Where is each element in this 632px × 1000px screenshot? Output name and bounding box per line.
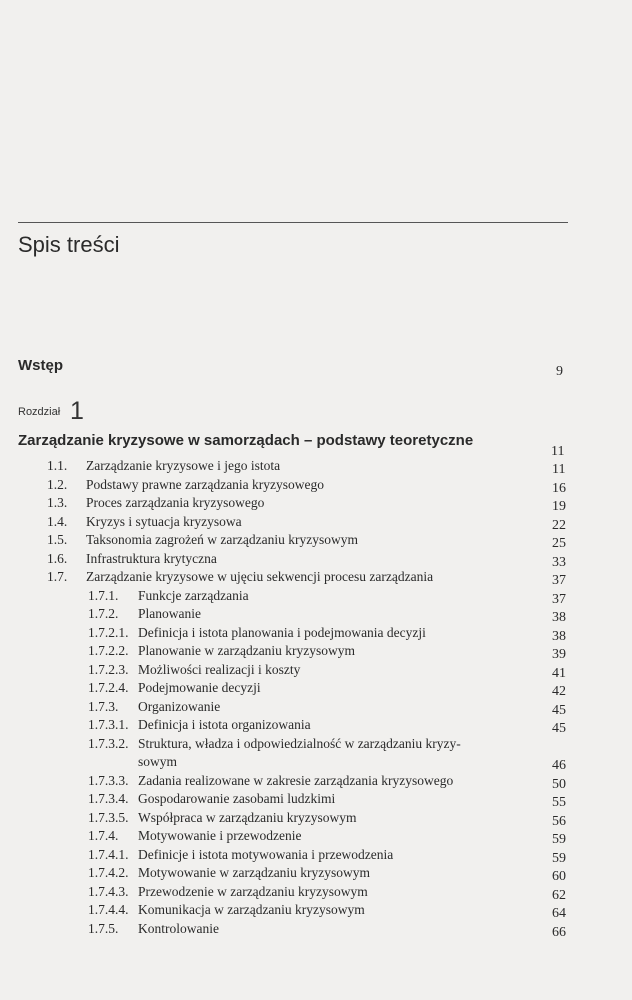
toc-entry-title: Możliwości realizacji i koszty <box>138 661 301 677</box>
toc-entry-page-number: 59 <box>552 832 566 847</box>
toc-entry-number: 1.3. <box>47 495 68 510</box>
toc-entry-number: 1.7.2. <box>88 606 119 621</box>
toc-entry-title: Definicje i istota motywowania i przewodzenia <box>138 846 394 862</box>
toc-entry-title-continued: sowym <box>138 754 178 769</box>
toc-entry-number: 1.7.4.1. <box>88 846 129 862</box>
toc-entry-page-number: 46 <box>552 758 566 773</box>
toc-entry-number: 1.7.3.4. <box>88 791 129 806</box>
toc-entry-page-number: 60 <box>552 869 566 884</box>
toc-entry-title: Kryzys i sytuacja kryzysowa <box>86 513 242 529</box>
toc-entry-page-number: 64 <box>552 906 566 921</box>
toc-entry-number: 1.7.3.5. <box>88 809 129 825</box>
toc-entry-title: Współpraca w zarządzaniu kryzysowym <box>138 809 357 825</box>
toc-entry-page-number: 38 <box>552 628 566 644</box>
toc-entry-title: Przewodzenie w zarządzaniu kryzysowym <box>138 883 368 899</box>
intro-label: Wstęp <box>18 357 63 374</box>
toc-entry-page-number: 45 <box>552 721 566 736</box>
toc-entry-page-number: 42 <box>552 684 566 699</box>
chapter-number: 1 <box>70 397 84 425</box>
toc-entry-page-number: 50 <box>552 776 566 792</box>
toc-entry-title: Struktura, władza i odpowiedzialność w zarządzaniu kryzy- <box>138 735 461 751</box>
toc-entry-page-number: 62 <box>552 887 566 903</box>
toc-entry-title: Definicja i istota organizowania <box>138 717 311 732</box>
toc-entry-page-number: 11 <box>552 462 566 477</box>
toc-entry-number: 1.6. <box>47 550 68 566</box>
toc-entry-page-number: 59 <box>552 850 566 866</box>
toc-entry-number: 1.7.2.4. <box>88 680 129 695</box>
toc-entry-page-number: 38 <box>552 610 566 625</box>
toc-entry-title: Komunikacja w zarządzaniu kryzysowym <box>138 902 365 917</box>
toc-entry-title: Organizowanie <box>138 698 221 714</box>
toc-entry-page-number: 22 <box>552 517 566 533</box>
toc-entry-title: Podejmowanie decyzji <box>138 680 261 695</box>
toc-entry-number: 1.7.3.1. <box>88 717 129 732</box>
toc-entry-number: 1.7.2.3. <box>88 661 129 677</box>
toc-entry-number: 1.7.4. <box>88 828 119 843</box>
toc-entry-page-number: 37 <box>552 591 566 607</box>
toc-entry-number: 1.7.2.2. <box>88 643 129 658</box>
toc-entry-title: Infrastruktura krytyczna <box>86 550 217 566</box>
toc-entry-page-number: 19 <box>552 499 566 514</box>
toc-entry-page-number: 45 <box>552 702 566 718</box>
toc-entry-page-number: 39 <box>552 647 566 662</box>
intro-page-number: 9 <box>556 364 563 379</box>
toc-entry-number: 1.7.4.2. <box>88 865 129 880</box>
toc-entry-number: 1.7.4.3. <box>88 883 129 899</box>
toc-entry-number: 1.7.1. <box>88 587 119 603</box>
toc-entry-title: Podstawy prawne zarządzania kryzysowego <box>86 476 325 492</box>
toc-entry-page-number: 33 <box>552 554 566 570</box>
toc-entry-number: 1.2. <box>47 476 68 492</box>
toc-entry-number: 1.7. <box>47 569 68 584</box>
toc-entry-number: 1.1. <box>47 458 68 473</box>
toc-entry-page-number: 66 <box>552 924 566 940</box>
toc-entry-page-number: 56 <box>552 813 566 829</box>
toc-entry-title: Zarządzanie kryzysowe i jego istota <box>86 458 281 473</box>
toc-entry-title: Proces zarządzania kryzysowego <box>86 495 265 510</box>
toc-entry-title: Funkcje zarządzania <box>138 587 249 603</box>
chapter-prefix: Rozdział <box>18 406 61 418</box>
toc-entry-page-number: 37 <box>552 573 566 588</box>
toc-entry-number: 1.7.3.3. <box>88 772 129 788</box>
toc-entry-title: Kontrolowanie <box>138 920 219 936</box>
toc-entry-title: Zadania realizowane w zakresie zarządzania kryzysowego <box>138 772 454 788</box>
toc-entry-title: Motywowanie w zarządzaniu kryzysowym <box>138 865 371 880</box>
chapter-page-number: 11 <box>551 444 565 459</box>
toc-entry-page-number: 41 <box>552 665 566 681</box>
toc-entry-title: Zarządzanie kryzysowe w ujęciu sekwencji procesu zarządzania <box>86 569 434 584</box>
toc-entry-number: 1.7.4.4. <box>88 902 129 917</box>
toc-entry-number: 1.7.3. <box>88 698 119 714</box>
toc-entry-page-number: 16 <box>552 480 566 496</box>
toc-entry-number: 1.7.5. <box>88 920 119 936</box>
toc-entry-number: 1.7.3.2. <box>88 735 129 751</box>
toc-entry-number: 1.7.2.1. <box>88 624 129 640</box>
toc-entry-number: 1.5. <box>47 532 68 547</box>
toc-entry-page-number: 25 <box>552 536 566 551</box>
toc-entry-title: Gospodarowanie zasobami ludzkimi <box>138 791 336 806</box>
toc-entry-title: Taksonomia zagrożeń w zarządzaniu kryzysowym <box>86 532 358 547</box>
toc-entry-title: Planowanie w zarządzaniu kryzysowym <box>138 643 356 658</box>
toc-entry-title: Planowanie <box>138 606 201 621</box>
toc-entry-title: Definicja i istota planowania i podejmowania decyzji <box>138 624 426 640</box>
chapter-title: Zarządzanie kryzysowe w samorządach – podstawy teoretyczne <box>18 432 474 449</box>
toc-entry-number: 1.4. <box>47 513 68 529</box>
toc-entry-page-number: 55 <box>552 795 566 810</box>
toc-entry-title: Motywowanie i przewodzenie <box>138 828 302 843</box>
page-title: Spis treści <box>18 232 120 257</box>
